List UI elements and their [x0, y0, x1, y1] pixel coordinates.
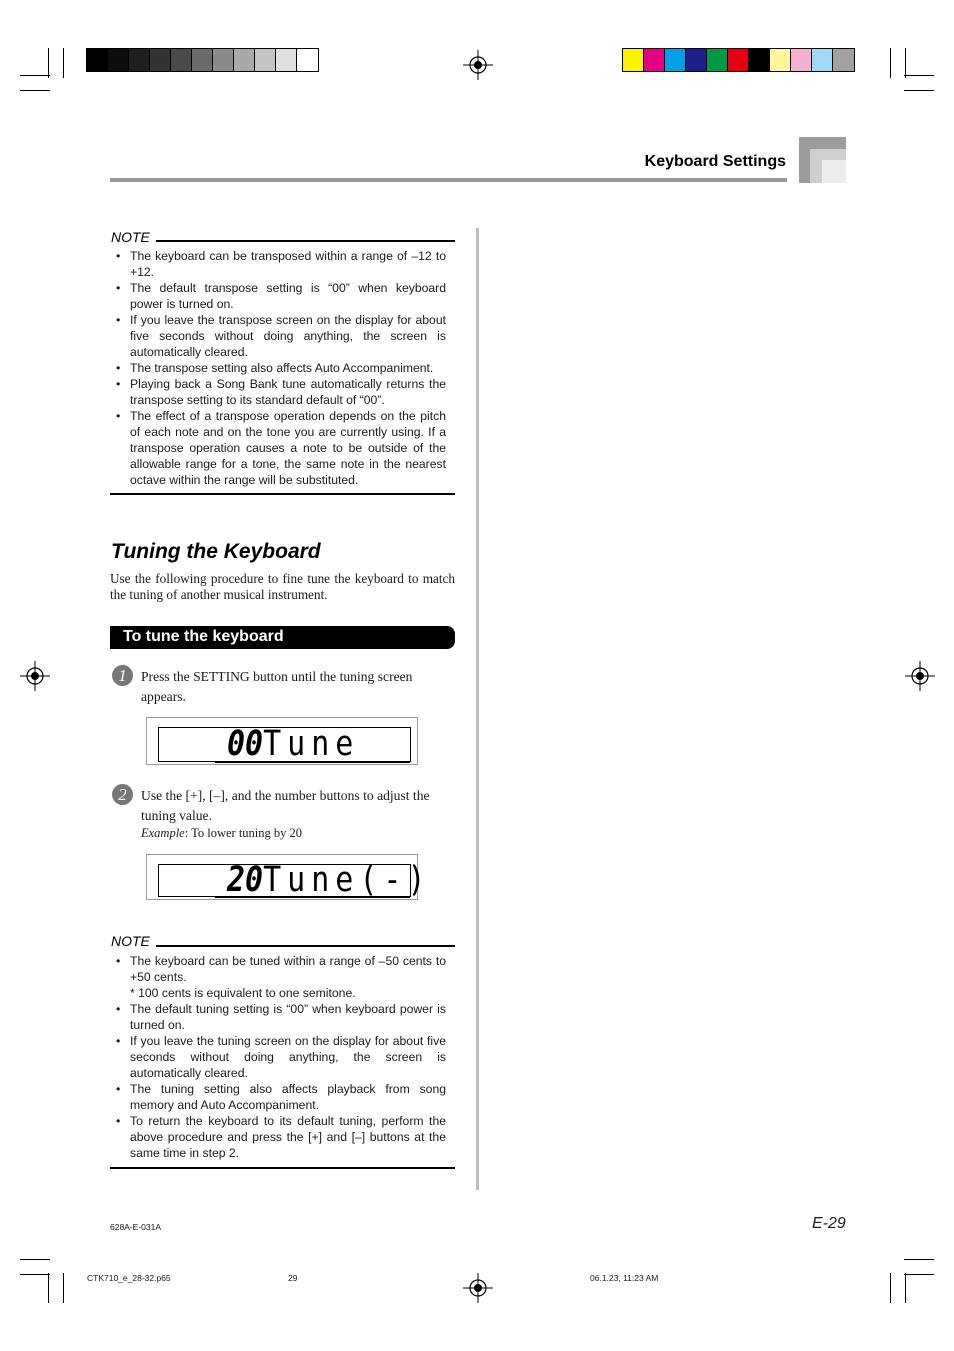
grayscale-calibration-bar — [86, 48, 319, 72]
list-item: • The keyboard can be tuned within a range of –50 cents to +50 cents. * 100 cents is equivalent to one semitone. — [116, 954, 446, 1000]
note-heading: NOTE — [111, 229, 150, 245]
registration-target-icon — [463, 50, 493, 80]
list-item: • Playing back a Song Bank tune automatically returns the transpose setting to its standard default of “00”. — [116, 377, 446, 407]
step-number-icon: 1 — [112, 665, 133, 686]
page-number: E-29 — [812, 1215, 846, 1232]
list-item: • The transpose setting also affects Auto Accompaniment. — [116, 361, 434, 375]
color-swatch — [749, 49, 770, 71]
note-list — [116, 248, 446, 488]
intro-paragraph: Use the following procedure to fine tune the keyboard to match the tuning of another musical instrument. — [110, 571, 455, 602]
color-swatch — [665, 49, 686, 71]
document-code: 628A-E-031A — [110, 1222, 162, 1232]
color-swatch — [255, 49, 276, 71]
registration-target-icon — [905, 661, 935, 691]
lcd-word: Tune — [263, 724, 360, 765]
list-item: • If you leave the tuning screen on the display for about five seconds without doing anything, the screen is automatically cleared. — [116, 1034, 446, 1080]
crop-mark — [20, 1274, 50, 1275]
step-text: Use the [+], [–], and the number buttons to adjust the tuning value. — [141, 788, 430, 823]
lcd-number: 20 — [227, 860, 264, 901]
color-swatch — [770, 49, 791, 71]
crop-mark — [890, 48, 891, 78]
note-rule — [156, 945, 455, 947]
color-swatch — [644, 49, 665, 71]
list-item: • If you leave the transpose screen on the display for about five seconds without doing anything, the screen is automatically cleared. — [116, 313, 446, 359]
list-item: • The default transpose setting is “00” when keyboard power is turned on. — [116, 281, 446, 311]
color-swatch — [87, 49, 108, 71]
example-line — [141, 826, 302, 841]
procedure-heading-bar — [110, 626, 455, 649]
crop-mark — [48, 48, 49, 78]
footer-page: 29 — [288, 1273, 298, 1283]
color-swatch — [728, 49, 749, 71]
note-rule — [110, 1167, 455, 1169]
section-title: Keyboard Settings — [644, 153, 786, 170]
color-swatch — [150, 49, 171, 71]
color-swatch — [276, 49, 297, 71]
note-heading: NOTE — [111, 933, 150, 949]
registration-target-icon — [20, 661, 50, 691]
color-swatch — [171, 49, 192, 71]
crop-mark — [905, 48, 906, 78]
crop-mark — [890, 1273, 891, 1303]
lcd-word: Tune(-) — [263, 860, 432, 901]
color-swatch — [707, 49, 728, 71]
lcd-display — [146, 717, 418, 765]
crop-mark — [20, 1259, 50, 1260]
note-rule — [156, 240, 455, 242]
color-swatch — [833, 49, 854, 71]
list-item: • The effect of a transpose operation depends on the pitch of each note and on the tone you are currently using. If a transpose operation causes a note to be outside of the allowable range for a tone, the same note in the nearest octave within the range will be substituted. — [116, 409, 446, 487]
registration-target-icon — [463, 1273, 493, 1303]
crop-mark — [63, 48, 64, 78]
color-swatch — [108, 49, 129, 71]
color-swatch — [192, 49, 213, 71]
crop-mark — [904, 1259, 934, 1260]
color-calibration-bar — [622, 48, 855, 72]
crop-mark — [904, 1274, 934, 1275]
example-text: : To lower tuning by 20 — [184, 826, 303, 840]
list-item: • The keyboard can be transposed within a range of –12 to +12. — [116, 249, 446, 279]
column-divider — [476, 228, 479, 1190]
crop-mark — [48, 1273, 49, 1303]
crop-mark — [20, 75, 50, 76]
note-list — [116, 953, 446, 1161]
color-swatch — [213, 49, 234, 71]
section-heading: Tuning the Keyboard — [111, 540, 321, 563]
example-label: Example — [141, 826, 185, 840]
note-rule — [110, 493, 455, 495]
procedure-heading: To tune the keyboard — [123, 628, 284, 645]
lcd-text — [227, 724, 359, 764]
sub-note: * 100 cents is equivalent to one semitone. — [130, 986, 356, 1000]
color-swatch — [623, 49, 644, 71]
step-number-icon: 2 — [112, 784, 133, 805]
crop-mark — [20, 90, 50, 91]
footer-timestamp: 06.1.23, 11:23 AM — [590, 1273, 659, 1283]
color-swatch — [234, 49, 255, 71]
crop-mark — [63, 1273, 64, 1303]
crop-mark — [904, 90, 934, 91]
color-swatch — [129, 49, 150, 71]
header-rule — [110, 178, 787, 182]
list-item: • To return the keyboard to its default tuning, perform the above procedure and press the [+] and [–] buttons at the same time in step 2. — [116, 1114, 446, 1160]
lcd-text — [227, 860, 432, 900]
crop-mark — [905, 1273, 906, 1303]
color-swatch — [686, 49, 707, 71]
lcd-display — [146, 854, 432, 901]
section-tab-graphic — [822, 160, 846, 183]
lcd-number: 00 — [227, 724, 264, 765]
step-text: Press the SETTING button until the tuning screen appears. — [141, 669, 413, 704]
color-swatch — [812, 49, 833, 71]
footer-filename: CTK710_e_28-32.p65 — [87, 1273, 171, 1283]
color-swatch — [297, 49, 318, 71]
crop-mark — [904, 75, 934, 76]
list-item: • The default tuning setting is “00” when keyboard power is turned on. — [116, 1002, 446, 1032]
color-swatch — [791, 49, 812, 71]
list-item: • The tuning setting also affects playback from song memory and Auto Accompaniment. — [116, 1082, 446, 1112]
